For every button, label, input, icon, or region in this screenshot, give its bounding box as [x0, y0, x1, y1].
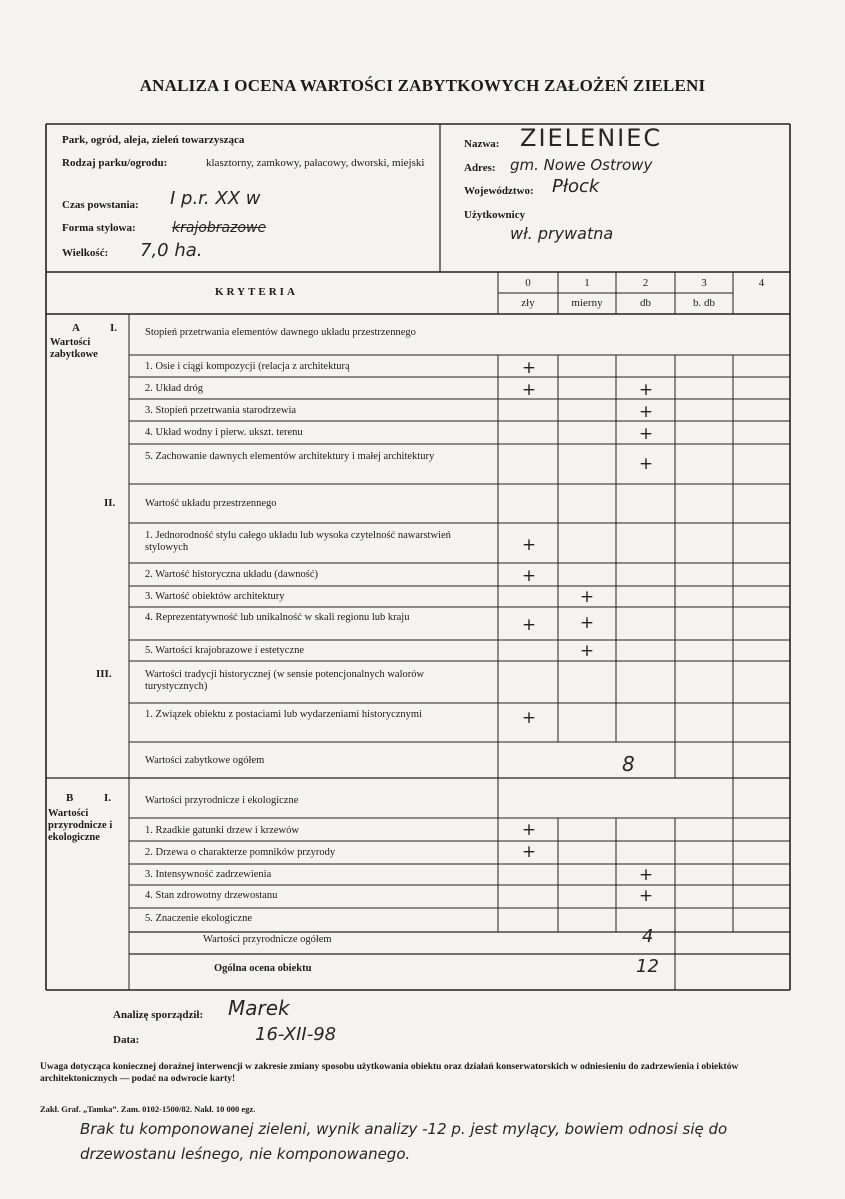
mark-a1-2-score0: +	[521, 380, 537, 400]
mark-a2-3-score1: +	[579, 587, 595, 607]
nazwa-label: Nazwa:	[464, 138, 500, 150]
overall-label: Ogólna ocena obiektu	[214, 963, 312, 974]
mark-b-1-score0: +	[521, 820, 537, 840]
mark-a1-2-score2: +	[638, 380, 654, 400]
section-a-roman: I.	[110, 322, 118, 334]
data-label: Data:	[113, 1034, 140, 1046]
mark-a3-1-score0: +	[521, 708, 537, 728]
b-item-2: 2. Drzewa o charakterze pomników przyrody	[145, 847, 336, 858]
print-note: Zakł. Graf. „Tamka”. Zam. 0102-1500/82. Nakł. 10 000 egz.	[40, 1104, 256, 1114]
mark-a2-4-score0: +	[521, 615, 537, 635]
section-a-group3-roman: III.	[96, 668, 112, 680]
section-a-letter: A	[72, 322, 80, 334]
a1-item-4: 4. Układ wodny i pierw. ukszt. terenu	[145, 427, 303, 438]
czas-value: I p.r. XX w	[170, 188, 261, 209]
analiza-label: Analizę sporządził:	[113, 1009, 204, 1021]
b-item-5: 5. Znaczenie ekologiczne	[145, 913, 252, 924]
mark-b-2-score0: +	[521, 842, 537, 862]
section-b-letter: B	[66, 792, 74, 804]
section-a-group2-roman: II.	[104, 497, 116, 509]
score-0-word: zły	[521, 297, 535, 309]
czas-label: Czas powstania:	[62, 199, 139, 211]
mark-a2-4-score1: +	[579, 613, 595, 633]
section-b-name: Wartości przyrodnicze i ekologiczne	[48, 808, 113, 843]
a1-item-1: 1. Osie i ciągi kompozycji (relacja z architekturą	[145, 361, 350, 372]
a2-item-2: 2. Wartość historyczna układu (dawność)	[145, 569, 319, 580]
analiza-signature: Marek	[228, 996, 290, 1020]
score-4-num: 4	[758, 277, 765, 289]
group3-title: Wartości tradycji historycznej (w sensie potencjonalnych walorów turystycznych)	[145, 669, 425, 692]
score-0-num: 0	[525, 277, 531, 289]
uzytkownicy-label: Użytkownicy	[464, 209, 526, 221]
score-1-word: mierny	[571, 297, 603, 309]
section-b-roman: I.	[104, 792, 112, 804]
mark-b-3-score2: +	[638, 865, 654, 885]
rodzaj-options: klasztorny, zamkowy, pałacowy, dworski, miejski	[206, 157, 425, 169]
forma-value: krajobrazowe	[172, 220, 267, 236]
forma-label: Forma stylowa:	[62, 222, 136, 234]
page-title: ANALIZA I OCENA WARTOŚCI ZABYTKOWYCH ZAŁOŻEŃ ZIELENI	[139, 76, 706, 95]
score-3-num: 3	[701, 277, 707, 289]
mark-a2-2-score0: +	[521, 566, 537, 586]
a1-item-5: 5. Zachowanie dawnych elementów architektury i małej architektury	[145, 451, 435, 462]
wielkosc-value: 7,0 ha.	[140, 240, 203, 261]
mark-a1-1-score0: +	[521, 358, 537, 378]
nazwa-value: ZIELENIEC	[520, 124, 663, 152]
score-1-num: 1	[584, 277, 590, 289]
a3-item-1: 1. Związek obiektu z postaciami lub wydarzeniami historycznymi	[145, 709, 422, 720]
score-2-num: 2	[642, 277, 649, 289]
mark-a1-3-score2: +	[638, 402, 654, 422]
score-3-word: b. db	[693, 297, 715, 309]
a2-item-1: 1. Jednorodność stylu całego układu lub wysoka czytelność nawarstwień stylowych	[145, 530, 451, 553]
b-item-3: 3. Intensywność zadrzewienia	[145, 869, 272, 880]
b-item-4: 4. Stan zdrowotny drzewostanu	[145, 890, 278, 901]
total-a-label: Wartości zabytkowe ogółem	[145, 755, 265, 766]
score-2-word: db	[640, 297, 651, 309]
b-item-1: 1. Rzadkie gatunki drzew i krzewów	[145, 825, 299, 836]
a1-item-3: 3. Stopień przetrwania starodrzewia	[145, 405, 297, 416]
group1-title: Stopień przetrwania elementów dawnego układu przestrzennego	[145, 327, 416, 338]
adres-value: gm. Nowe Ostrowy	[510, 156, 653, 174]
mark-a1-5-score2: +	[638, 454, 654, 474]
park-type-line: Park, ogród, aleja, zieleń towarzysząca	[62, 134, 245, 146]
rodzaj-label: Rodzaj parku/ogrodu:	[62, 157, 168, 169]
overall-value: 12	[636, 956, 659, 977]
total-b-value: 4	[642, 926, 654, 947]
wojewodztwo-value: Płock	[552, 176, 600, 197]
total-a-value: 8	[622, 752, 635, 776]
uwaga-note: Uwaga dotycząca koniecznej doraźnej interwencji w zakresie zmiany sposobu użytkowania obiektu oraz działań konserwatorskich w odniesieniu do zadrzewienia i obiektów architektonicznych — podać na odwrocie karty!	[40, 1062, 739, 1084]
uzytkownicy-value: wł. prywatna	[510, 224, 614, 243]
handwritten-note: Brak tu komponowanej zieleni, wynik analizy -12 p. jest mylący, bowiem odnosi się do drzewostanu leśnego, nie komponowanego.	[80, 1120, 728, 1163]
mark-b-4-score2: +	[638, 886, 654, 906]
mark-a1-4-score2: +	[638, 424, 654, 444]
adres-label: Adres:	[464, 162, 496, 174]
a2-item-4: 4. Reprezentatywność lub unikalność w skali regionu lub kraju	[145, 612, 410, 623]
wielkosc-label: Wielkość:	[62, 247, 109, 259]
data-value: 16-XII-98	[255, 1024, 337, 1045]
section-b-title: Wartości przyrodnicze i ekologiczne	[145, 795, 299, 806]
section-a-name: Wartości zabytkowe	[50, 337, 98, 360]
a2-item-3: 3. Wartość obiektów architektury	[145, 591, 285, 602]
mark-a2-5-score1: +	[579, 641, 595, 661]
total-b-label: Wartości przyrodnicze ogółem	[203, 934, 332, 945]
wojewodztwo-label: Województwo:	[464, 185, 534, 197]
a1-item-2: 2. Układ dróg	[145, 383, 204, 394]
kryteria-header: KRYTERIA	[215, 286, 298, 298]
mark-a2-1-score0: +	[521, 535, 537, 555]
a2-item-5: 5. Wartości krajobrazowe i estetyczne	[145, 645, 305, 656]
group2-title: Wartość układu przestrzennego	[145, 498, 277, 509]
